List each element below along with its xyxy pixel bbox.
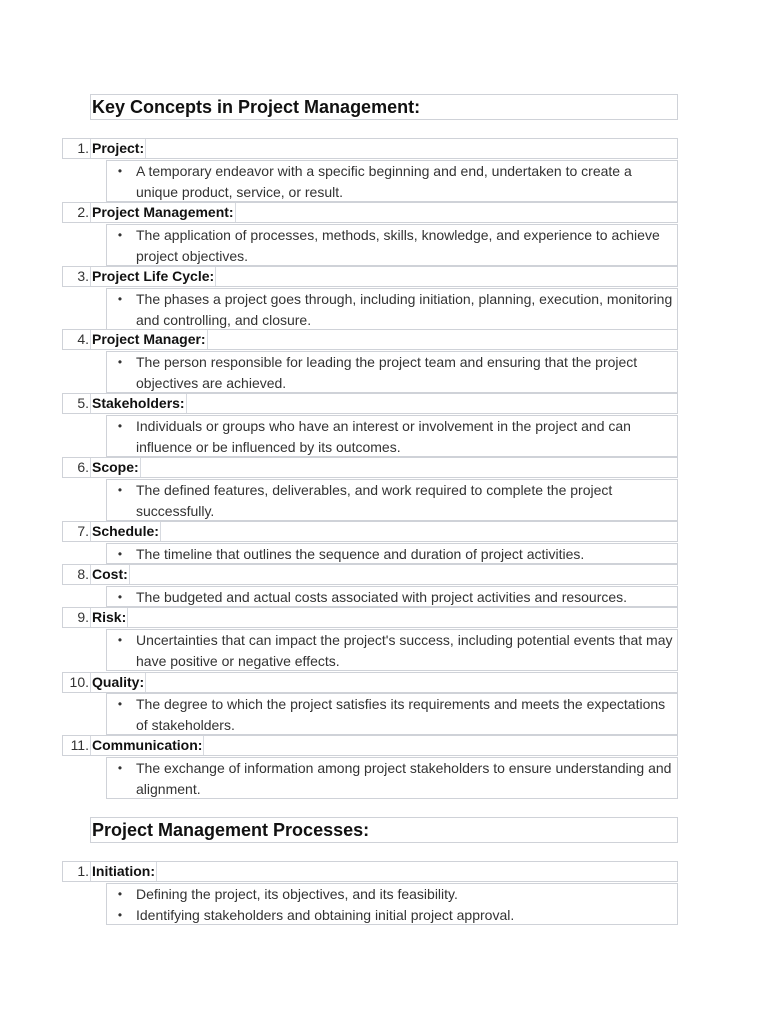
- bullet-text: The degree to which the project satisfies its requirements and meets the expectations of stakeholders.: [136, 696, 666, 733]
- term-label: Project Manager:: [92, 331, 206, 347]
- bullet-icon: •: [117, 547, 123, 561]
- list-number: 10.: [69, 674, 89, 690]
- bullet-item: [107, 289, 677, 330]
- bullet-item: [107, 587, 677, 608]
- bullet-text: The application of processes, methods, skills, knowledge, and experience to achieve project objectives.: [136, 227, 660, 264]
- description-block: [106, 224, 678, 266]
- bullet-item: [107, 480, 677, 521]
- bullet-text: The person responsible for leading the project team and ensuring that the project objectives are achieved.: [136, 354, 638, 391]
- bullet-icon: •: [117, 164, 123, 178]
- bullet-item: [107, 758, 677, 799]
- list-number: 1.: [77, 140, 89, 156]
- bullet-text: The budgeted and actual costs associated with project activities and resources.: [136, 589, 628, 605]
- term-label: Quality:: [92, 674, 145, 690]
- bullet-item: [107, 905, 677, 926]
- bullet-text: Individuals or groups who have an interest or involvement in the project and can influence or be influenced by its outcomes.: [136, 418, 631, 455]
- list-item: [62, 607, 678, 628]
- list-item: [62, 329, 678, 350]
- bullet-icon: •: [117, 761, 123, 775]
- list-number: 8.: [77, 566, 89, 582]
- term-label: Risk:: [92, 609, 127, 625]
- list-number: 11.: [70, 737, 89, 753]
- term-label: Cost:: [92, 566, 128, 582]
- list-number: 7.: [77, 523, 89, 539]
- description-block: [106, 479, 678, 521]
- bullet-item: [107, 161, 677, 202]
- list-item: [62, 393, 678, 414]
- term-label: Project Life Cycle:: [92, 268, 215, 284]
- list-item: [62, 564, 678, 585]
- bullet-text: The exchange of information among project stakeholders to ensure understanding and alignment.: [136, 760, 672, 797]
- description-block: [106, 351, 678, 393]
- bullet-icon: •: [117, 633, 123, 647]
- section-heading: Project Management Processes:: [90, 817, 678, 843]
- list-number: 5.: [77, 395, 89, 411]
- term-label: Scope:: [92, 459, 139, 475]
- bullet-icon: •: [117, 697, 123, 711]
- term-label: Stakeholders:: [92, 395, 185, 411]
- bullet-item: [107, 352, 677, 393]
- list-item: [62, 672, 678, 693]
- term-label: Initiation:: [92, 863, 155, 879]
- bullet-text: The phases a project goes through, including initiation, planning, execution, monitoring and controlling, and closure.: [136, 291, 673, 328]
- bullet-text: The defined features, deliverables, and work required to complete the project successfully.: [136, 482, 613, 519]
- description-block: [106, 543, 678, 564]
- description-block: [106, 160, 678, 202]
- list-number: 4.: [77, 331, 89, 347]
- description-block: [106, 757, 678, 799]
- description-block: [106, 693, 678, 735]
- term-label: Communication:: [92, 737, 203, 753]
- list-item: [62, 521, 678, 542]
- bullet-item: [107, 694, 677, 735]
- list-item: [62, 457, 678, 478]
- bullet-text: Uncertainties that can impact the project's success, including potential events that may have positive or negative effects.: [136, 632, 673, 669]
- description-block: [106, 629, 678, 671]
- bullet-text: Defining the project, its objectives, and its feasibility.: [136, 886, 458, 902]
- description-block: [106, 415, 678, 457]
- description-block: [106, 586, 678, 607]
- section-heading: Key Concepts in Project Management:: [90, 94, 678, 120]
- list-item: [62, 861, 678, 882]
- bullet-item: [107, 884, 677, 905]
- bullet-text: The timeline that outlines the sequence and duration of project activities.: [136, 546, 585, 562]
- list-number: 2.: [77, 204, 89, 220]
- list-item: [62, 266, 678, 287]
- bullet-text: A temporary endeavor with a specific beginning and end, undertaken to create a unique product, service, or result.: [136, 163, 632, 200]
- description-block: [106, 883, 678, 925]
- list-number: 3.: [77, 268, 89, 284]
- list-item: [62, 202, 678, 223]
- bullet-text: Identifying stakeholders and obtaining initial project approval.: [136, 906, 515, 923]
- list-number: 6.: [77, 459, 89, 475]
- bullet-item: [107, 225, 677, 266]
- list-item: [62, 735, 678, 756]
- bullet-icon: •: [117, 355, 123, 369]
- list-number: 9.: [77, 609, 89, 625]
- bullet-item: [107, 544, 677, 565]
- bullet-icon: •: [117, 419, 123, 433]
- bullet-icon: •: [117, 887, 123, 901]
- term-label: Project Management:: [92, 204, 234, 220]
- bullet-icon: •: [117, 590, 123, 604]
- bullet-icon: •: [117, 228, 123, 242]
- list-item: [62, 138, 678, 159]
- bullet-icon: •: [117, 483, 123, 497]
- bullet-icon: •: [117, 907, 123, 922]
- description-block: [106, 288, 678, 330]
- list-number: 1.: [77, 863, 89, 879]
- term-label: Project:: [92, 140, 145, 156]
- bullet-icon: •: [117, 292, 123, 306]
- term-label: Schedule:: [92, 523, 159, 539]
- bullet-item: [107, 630, 677, 671]
- bullet-item: [107, 416, 677, 457]
